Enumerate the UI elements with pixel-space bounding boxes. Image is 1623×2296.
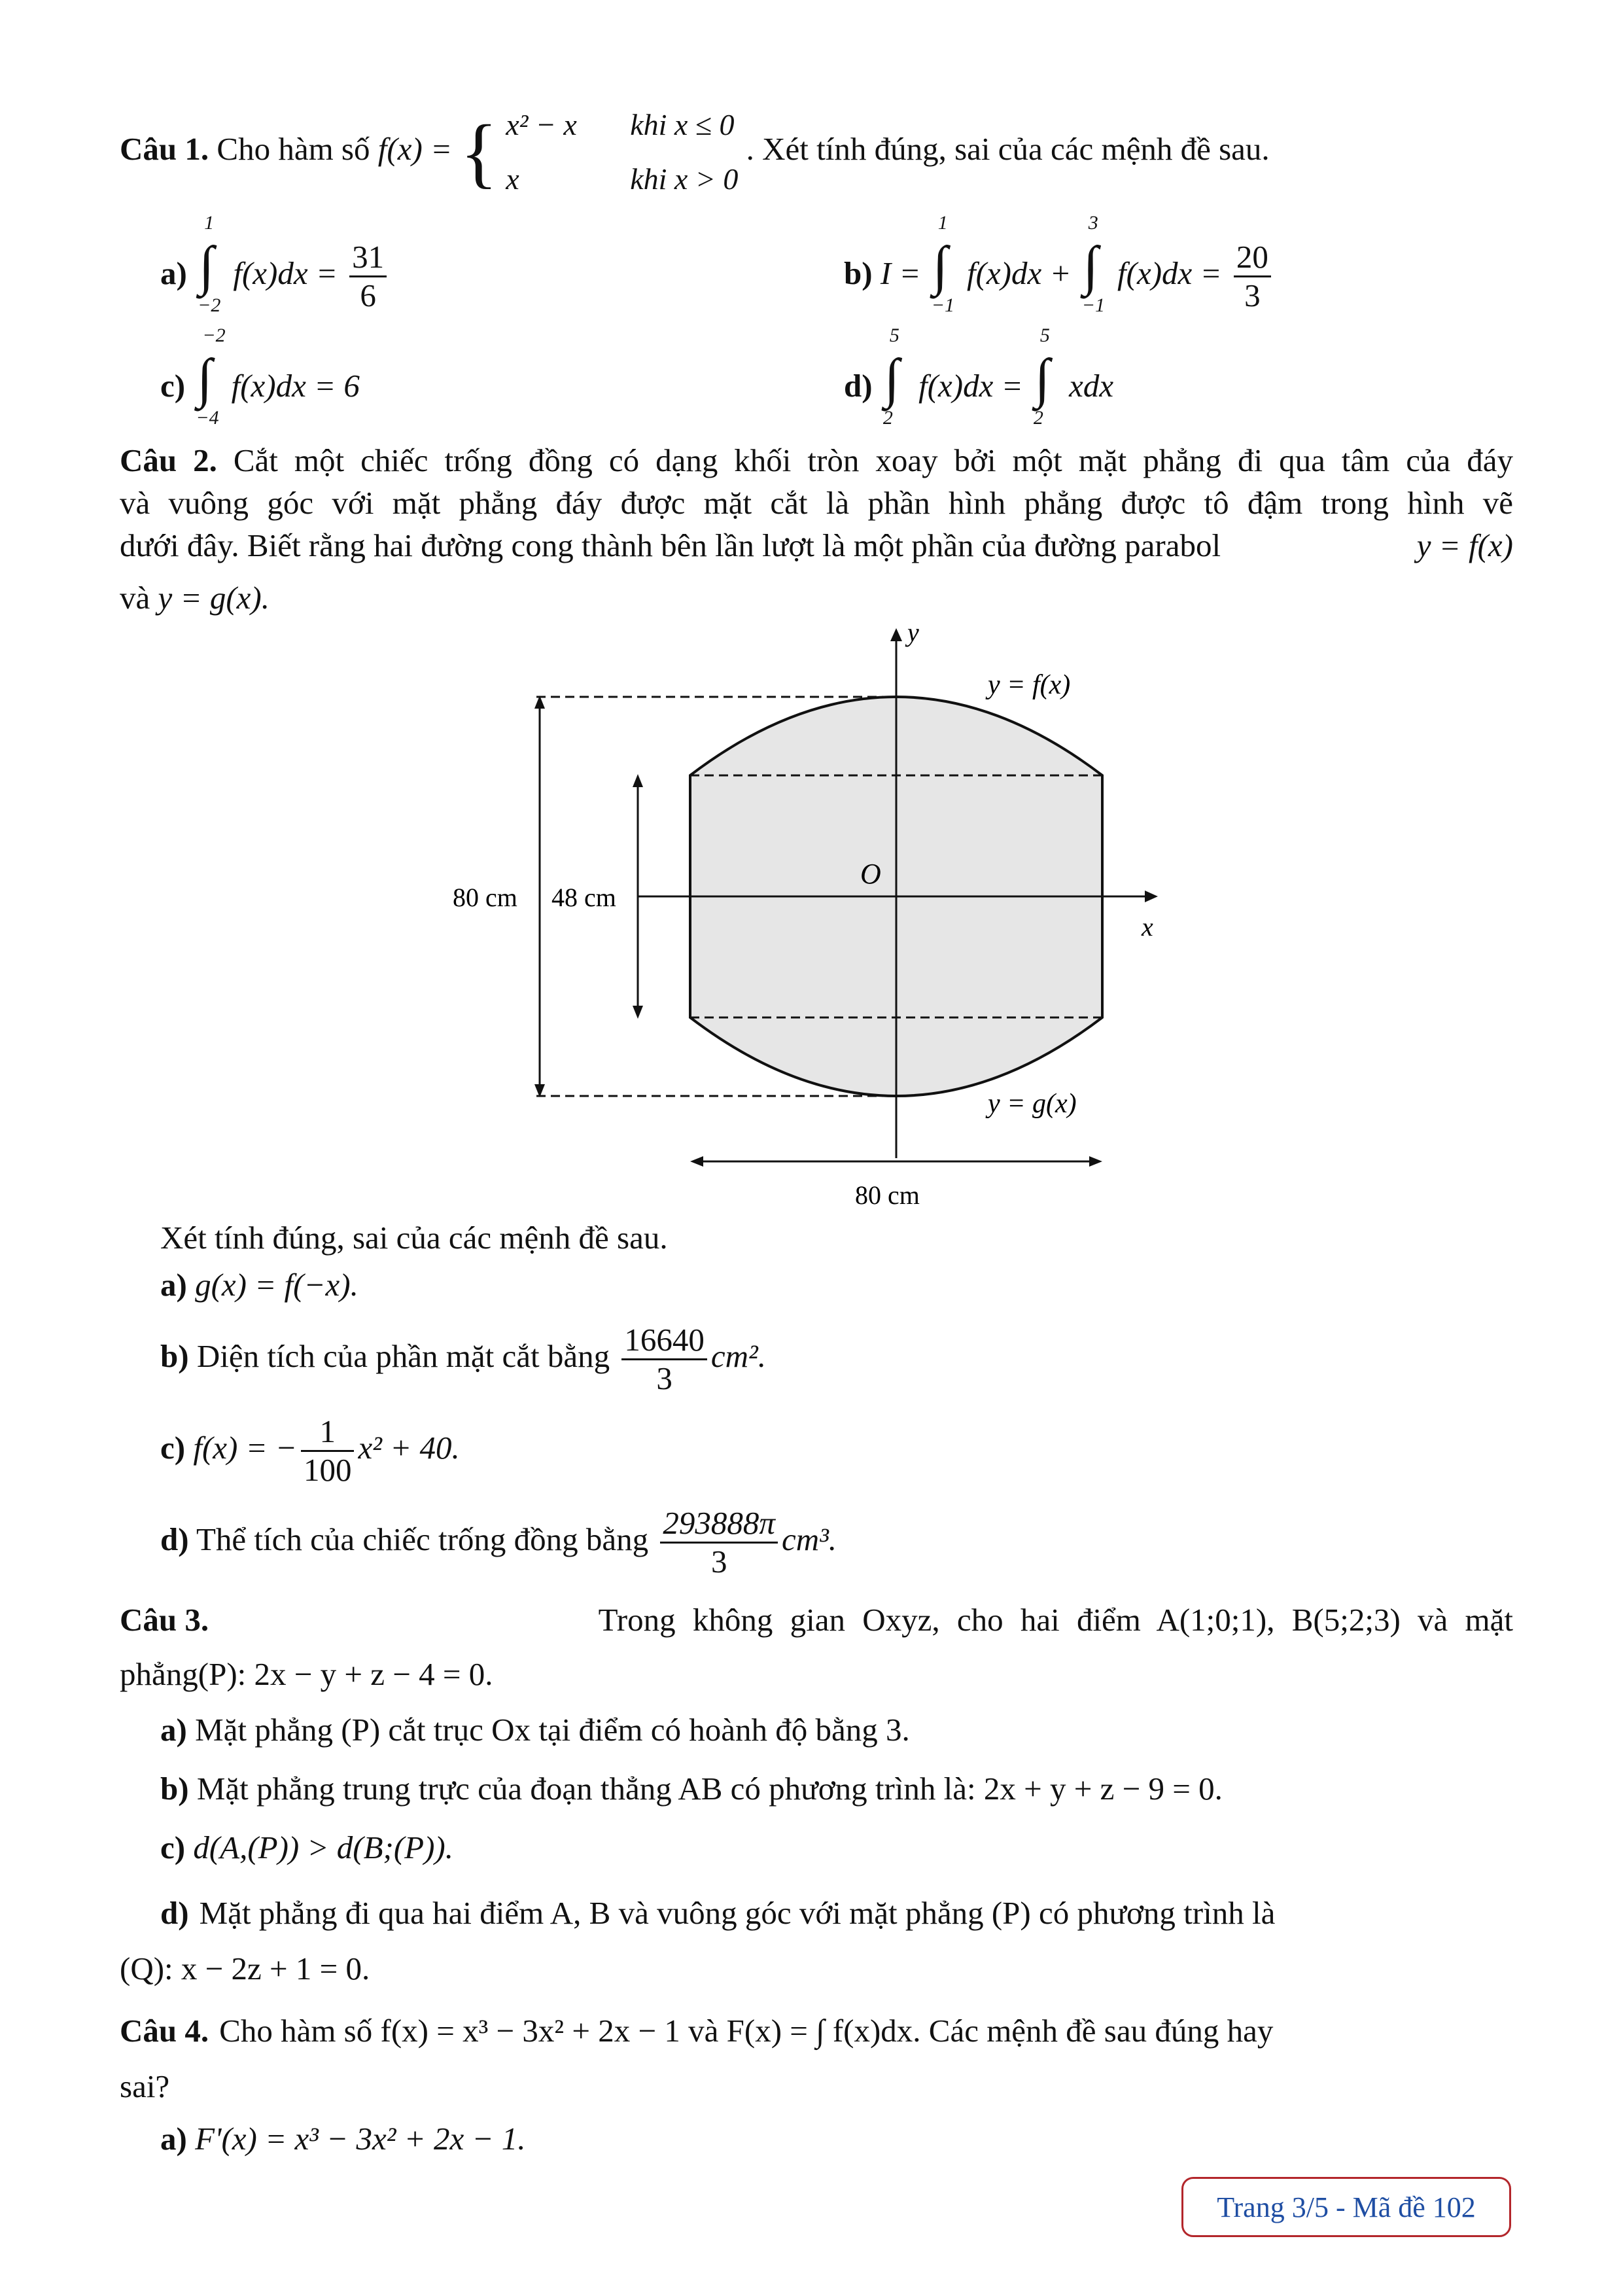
q1-a-fraction: $\frac{31}{6}$	[349, 239, 387, 315]
q2-option-d	[160, 1505, 837, 1581]
q1-piece2-expr: x	[506, 162, 519, 196]
q1-c-label: c)	[160, 368, 186, 404]
q2-c-post: x² + 40.	[358, 1430, 460, 1466]
q2-b-unit: cm².	[710, 1338, 766, 1375]
q1-func-lhs: f(x) =	[377, 131, 453, 168]
q1-c-body: f(x)dx = 6	[231, 368, 360, 404]
q1-intro: Cho hàm số	[217, 131, 370, 168]
inner-height-arrow-bottom	[633, 1006, 643, 1019]
q2-option-b	[160, 1322, 766, 1398]
q1-label: Câu 1.	[120, 131, 209, 168]
inner-height-label: 48 cm	[551, 883, 616, 912]
q1-b-body1: f(x)dx +	[966, 255, 1072, 292]
q4-line1	[120, 2012, 1513, 2051]
q1-a-label: a)	[160, 255, 187, 292]
q1-d-body2: xdx	[1069, 368, 1114, 404]
q3-d-text: Mặt phẳng đi qua hai điểm A, B và vuông góc với mặt phẳng (P) có phương trình là	[199, 1895, 1276, 1931]
q3-a-text: Mặt phẳng (P) cắt trục Ox tại điểm có hoành độ bằng 3.	[195, 1712, 910, 1748]
q1-a-body: f(x)dx =	[233, 255, 338, 292]
page-number-text: Trang 3/5 - Mã đề 102	[1217, 2191, 1476, 2223]
q3-label: Câu 3.	[120, 1602, 209, 1638]
q2-c-pre: f(x) = −	[193, 1430, 297, 1466]
q1-piece2-cond: khi x > 0	[630, 162, 739, 196]
q4-a-text: F'(x) = x³ − 3x² + 2x − 1.	[195, 2121, 526, 2157]
q3-option-b	[160, 1770, 1223, 1809]
q2-b-label: b)	[160, 1338, 189, 1375]
q1-b-pre: I =	[880, 255, 921, 292]
integral-sign: ∫ 1 −1	[931, 212, 954, 317]
width-label: 80 cm	[855, 1180, 920, 1210]
q3-option-d	[160, 1894, 1513, 1933]
q2-line3-text: dưới đây. Biết rằng hai đường cong thành bên lần lượt là một phần của đường parabol	[120, 527, 1221, 563]
q2-a-label: a)	[160, 1267, 187, 1303]
q2-line1	[120, 442, 1513, 480]
bottom-curve-label: y = g(x)	[988, 1089, 1077, 1119]
q3-line1	[120, 1601, 1513, 1640]
q2-b-fraction: $\frac{16640}{3}$	[621, 1322, 707, 1398]
width-arrow-left	[690, 1156, 703, 1167]
q2-option-a	[160, 1266, 358, 1305]
drum-cross-section-figure	[428, 625, 1246, 1214]
q1-b-fraction: $\frac{20}{3}$	[1234, 239, 1271, 315]
q3-b-label: b)	[160, 1771, 189, 1807]
q3-c-text: d(A,(P)) > d(B;(P)).	[193, 1829, 453, 1865]
q2-line3-math: y = f(x)	[1416, 527, 1513, 563]
y-axis-label: y	[907, 625, 919, 647]
integral-sign: ∫ 3 −1	[1081, 212, 1106, 317]
q2-line1-text: Cắt một chiếc trống đồng có dạng khối tròn xoay bởi một mặt phẳng đi qua tâm của đáy	[233, 442, 1513, 478]
q1-piecewise: { x² − x khi x ≤ 0 x khi x > 0	[460, 98, 738, 207]
q3-option-d-line2: (Q): x − 2z + 1 = 0.	[120, 1951, 370, 1987]
q1-option-c	[160, 325, 360, 429]
width-arrow-right	[1089, 1156, 1102, 1167]
q2-line4	[120, 579, 270, 618]
q2-line4-text: và	[120, 580, 150, 616]
q4-line2: sai?	[120, 2068, 170, 2104]
q2-d-label: d)	[160, 1521, 189, 1558]
q3-a-label: a)	[160, 1712, 187, 1748]
q1-b-body2: f(x)dx =	[1117, 255, 1222, 292]
q2-line4-math: y = g(x).	[158, 580, 270, 616]
q1-piece1-expr: x² − x	[506, 108, 577, 141]
origin-label: O	[860, 858, 881, 890]
integral-sign: ∫ 5 2	[1033, 325, 1050, 429]
q2-d-unit: cm³.	[781, 1521, 837, 1558]
q2-d-text: Thể tích của chiếc trống đồng bằng	[196, 1521, 649, 1558]
q1-piece1-cond: khi x ≤ 0	[630, 108, 735, 141]
q4-a-label: a)	[160, 2121, 187, 2157]
q3-c-label: c)	[160, 1829, 186, 1865]
q4-line1-text: Cho hàm số f(x) = x³ − 3x² + 2x − 1 và F(x) = ∫ f(x)dx. Các mệnh đề sau đúng hay	[219, 2013, 1274, 2049]
q2-prompt: Xét tính đúng, sai của các mệnh đề sau.	[160, 1220, 668, 1256]
y-axis-arrow	[890, 628, 902, 641]
q3-line2: phẳng(P): 2x − y + z − 4 = 0.	[120, 1656, 493, 1692]
q1-option-b	[844, 212, 1275, 317]
q2-c-fraction: $\frac{1}{100}$	[301, 1413, 355, 1489]
q2-b-text: Diện tích của phần mặt cắt bằng	[196, 1338, 610, 1375]
integral-sign: ∫ 5 2	[882, 325, 899, 429]
q2-d-fraction: $\frac{293888\pi}{3}$	[660, 1505, 778, 1581]
x-axis-label: x	[1142, 912, 1153, 942]
q3-option-c	[160, 1829, 453, 1867]
q1-stem	[120, 98, 1270, 207]
integral-sign: ∫ −2 −4	[196, 325, 226, 429]
q2-label: Câu 2.	[120, 442, 217, 478]
q1-tail: . Xét tính đúng, sai của các mệnh đề sau.	[746, 131, 1270, 168]
q3-line1-text: Trong không gian Oxyz, cho hai điểm A(1;0;1), B(5;2;3) và mặt	[598, 1602, 1513, 1638]
q2-line3	[120, 527, 1513, 565]
x-axis-arrow	[1145, 891, 1158, 902]
q1-b-label: b)	[844, 255, 873, 292]
q3-b-text: Mặt phẳng trung trực của đoạn thẳng AB có phương trình là: 2x + y + z − 9 = 0.	[196, 1771, 1223, 1807]
q2-a-text: g(x) = f(−x).	[195, 1267, 358, 1303]
q3-option-a	[160, 1711, 910, 1750]
q2-c-label: c)	[160, 1430, 186, 1466]
outer-height-label: 80 cm	[453, 883, 517, 912]
q4-option-a	[160, 2120, 526, 2159]
top-curve-label: y = f(x)	[988, 670, 1071, 700]
q3-d-label: d)	[160, 1895, 189, 1931]
q1-pieces	[506, 98, 738, 207]
inner-height-arrow-top	[633, 774, 643, 787]
page-number-badge	[1181, 2177, 1511, 2237]
q1-option-a	[160, 212, 391, 317]
q2-option-c	[160, 1413, 460, 1489]
integral-sign: ∫ 1 −2	[198, 212, 221, 317]
q1-option-d	[844, 325, 1114, 429]
q4-label: Câu 4.	[120, 2013, 209, 2049]
q1-d-label: d)	[844, 368, 873, 404]
q1-d-body1: f(x)dx =	[918, 368, 1023, 404]
q2-line2: và vuông góc với mặt phẳng đáy được mặt cắt là phần hình phẳng được tô đậm trong hình vẽ	[120, 485, 1513, 521]
